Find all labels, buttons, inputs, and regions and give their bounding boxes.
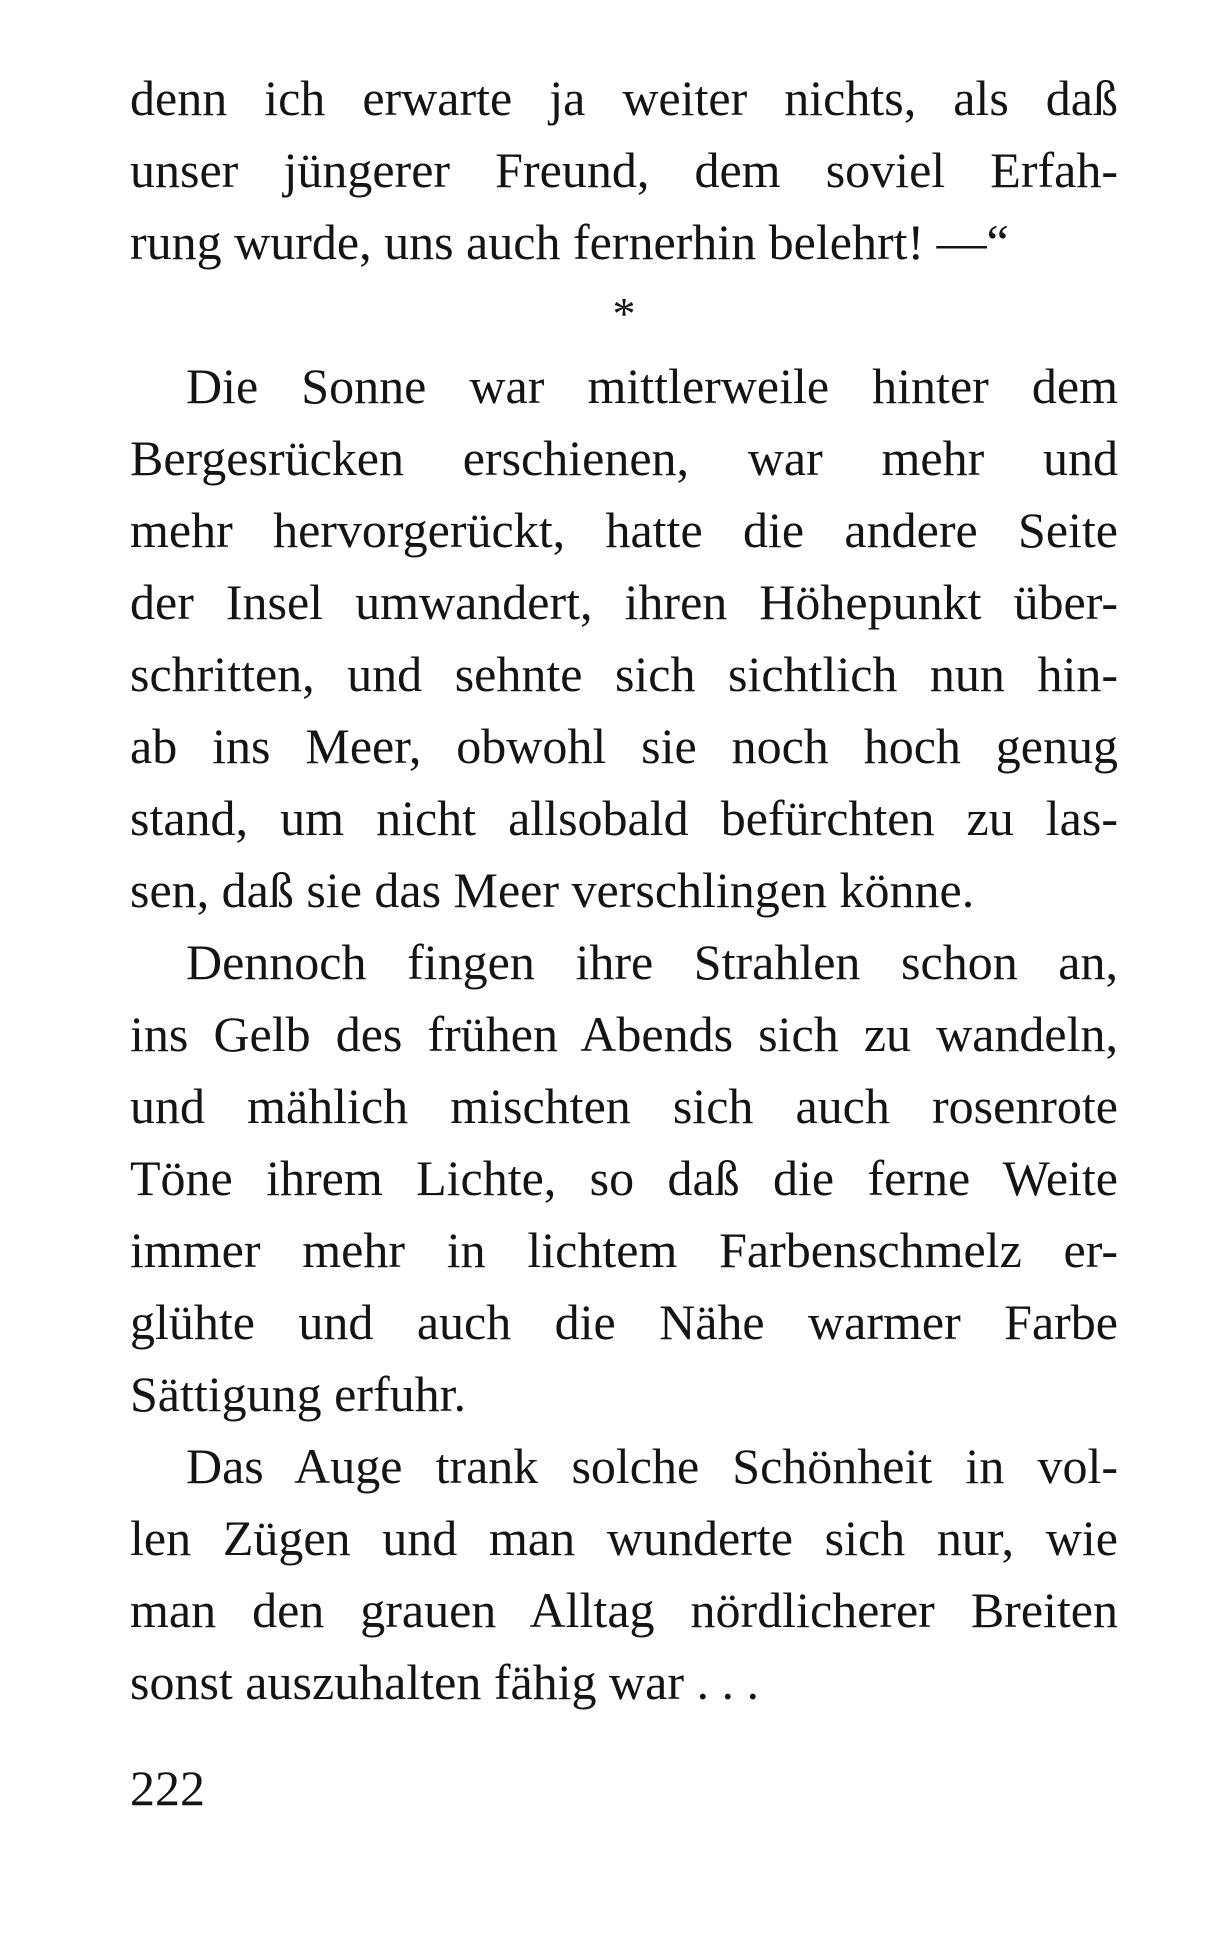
text-line: der Insel umwandert, ihren Höhepunkt über- [130,574,1118,630]
text-line: Dennoch fingen ihre Strahlen schon an, [186,934,1118,990]
text-line: Das Auge trank solche Schönheit in vol- [186,1438,1118,1494]
text-line: denn ich erwarte ja weiter nichts, als daß [130,70,1118,126]
text-line: unser jüngerer Freund, dem soviel Erfah- [130,142,1118,198]
paragraph-4 [130,1430,1118,1718]
paragraph-1 [130,62,1118,278]
text-line: schritten, und sehnte sich sichtlich nun hin- [130,646,1118,702]
paragraph-2 [130,350,1118,926]
text-line: und mählich mischten sich auch rosenrote [130,1078,1118,1134]
text-line: Töne ihrem Lichte, so daß die ferne Weite [130,1150,1118,1206]
text-line: glühte und auch die Nähe warmer Farbe [130,1294,1118,1350]
text-line: sen, daß sie das Meer verschlingen könne. [130,862,975,918]
text-line: immer mehr in lichtem Farbenschmelz er- [130,1222,1118,1278]
text-line: ins Gelb des frühen Abends sich zu wandeln, [130,1006,1118,1062]
text-line: rung wurde, uns auch fernerhin belehrt! —“ [130,214,1009,270]
text-line: Bergesrücken erschienen, war mehr und [130,430,1118,486]
section-separator-asterisk: * [612,288,636,339]
text-line: mehr hervorgerückt, hatte die andere Seite [130,502,1118,558]
page-number: 222 [130,1760,205,1816]
text-line: ab ins Meer, obwohl sie noch hoch genug [130,718,1118,774]
body-text [130,62,1118,1718]
text-line: Die Sonne war mittlerweile hinter dem [186,358,1118,414]
text-line: sonst auszuhalten fähig war . . . [130,1654,760,1710]
text-line: stand, um nicht allsobald befürchten zu las- [130,790,1118,846]
text-line: len Zügen und man wunderte sich nur, wie [130,1510,1118,1566]
paragraph-3 [130,926,1118,1430]
text-line: Sättigung erfuhr. [130,1366,467,1422]
text-line: man den grauen Alltag nördlicherer Breiten [130,1582,1118,1638]
